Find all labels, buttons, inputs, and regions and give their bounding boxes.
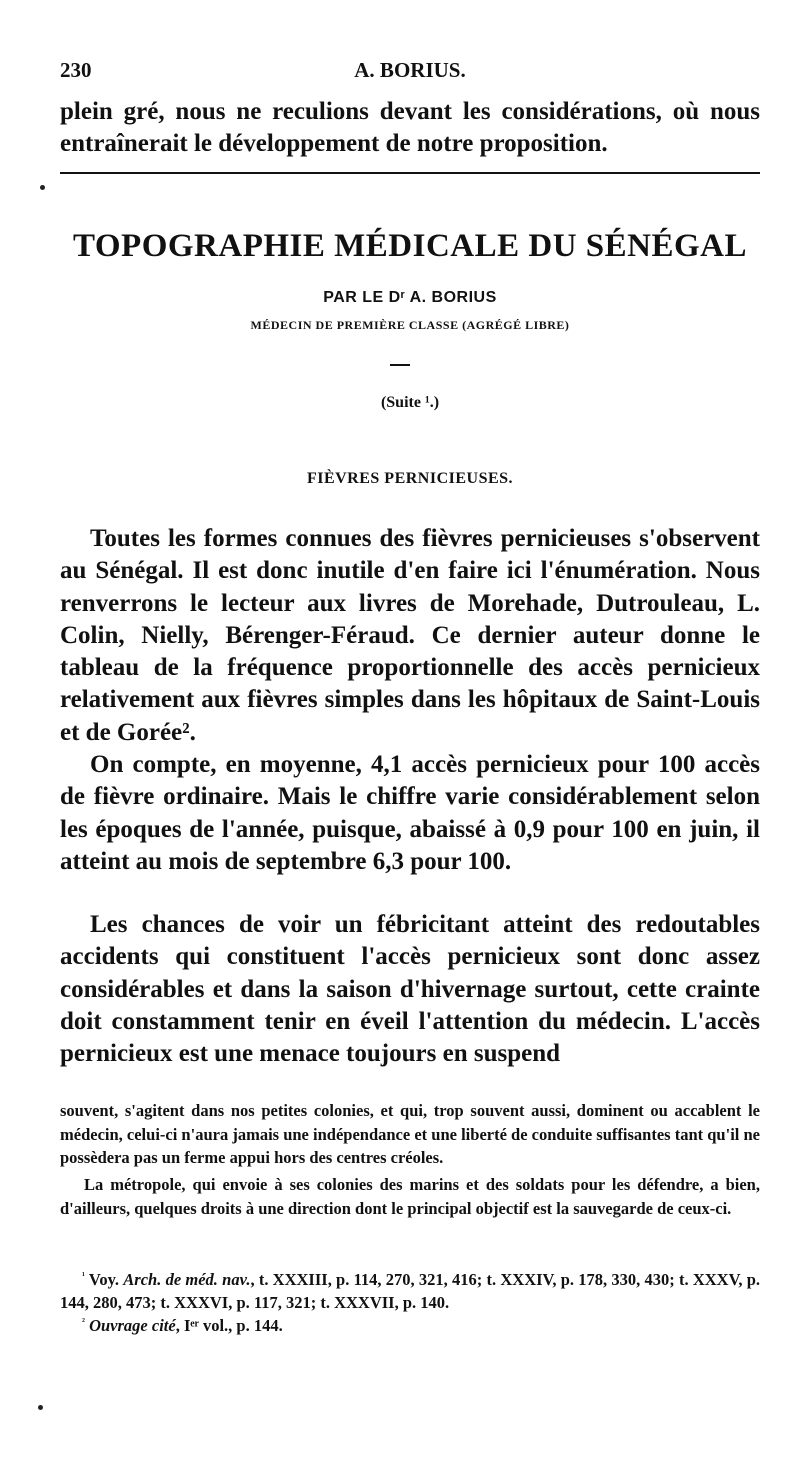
continuation-note: (Suite ¹.) — [380, 394, 440, 411]
section-heading: FIÈVRES PERNICIEUSES. — [306, 470, 514, 487]
footnote-source: Ouvrage cité — [89, 1316, 176, 1335]
body-paragraph: Les chances de voir un fébricitant atteint des redoutables accidents qui constituent l'accès pernicieux sont donc assez considérables et dans la saison d'hivernage surtout, cette crainte doit constamment tenir en éveil l'attention du médecin. L'accès pernicieux est une menace toujours en suspend — [60, 911, 760, 1068]
running-head: A. BORIUS. — [354, 58, 466, 82]
lead-paragraph: plein gré, nous ne reculions devant les considérations, où nous entraînerait le développement de notre proposition. — [60, 98, 760, 158]
article-author: PAR LE Dʳ A. BORIUS — [323, 289, 497, 306]
footnote — [60, 1314, 760, 1337]
ink-speck — [40, 185, 45, 190]
small-paragraph: souvent, s'agitent dans nos petites colonies, et qui, trop souvent aussi, dominent ou accablent le médecin, celui-ci n'aura jamais une indépendance et une liberté de conduite suffisantes tant qu'il ne possèdera pas un ferme appui hors des centres créoles. — [60, 1101, 760, 1167]
footnote-marker: ² — [82, 1316, 85, 1328]
ink-speck — [38, 1405, 43, 1410]
author-rank: MÉDECIN DE PREMIÈRE CLASSE (AGRÉGÉ LIBRE) — [250, 318, 570, 332]
footnote-source: Arch. de méd. nav. — [123, 1270, 251, 1289]
small-paragraph: La métropole, qui envoie à ses colonies des marins et des soldats pour les défendre, a bien, d'ailleurs, quelques droits à une direction dont le principal objectif est la sauvegarde de ceux-ci. — [60, 1175, 760, 1218]
footnote-marker: ¹ — [82, 1270, 85, 1282]
title-dash — [390, 364, 410, 366]
section-divider — [60, 172, 760, 174]
page-number: 230 — [60, 58, 92, 82]
body-paragraph: On compte, en moyenne, 4,1 accès pernicieux pour 100 accès de fièvre ordinaire. Mais le chiffre varie considérablement selon les époques de l'année, puisque, abaissé à 0,9 pour 100 en juin, il atteint au mois de septembre 6,3 pour 100. — [60, 751, 760, 875]
body-paragraph: Toutes les formes connues des fièvres pernicieuses s'observent au Sénégal. Il est donc inutile d'en faire ici l'énumération. Nous renverrons le lecteur aux livres de Morehade, Dutrouleau, L. Colin, Nielly, Bérenger-Féraud. Ce dernier auteur donne le tableau de la fréquence proportionnelle des accès pernicieux relativement aux fièvres simples dans les hôpitaux de Saint-Louis et de Gorée². — [60, 525, 760, 746]
page-header — [60, 58, 760, 86]
footnotes — [60, 1268, 760, 1337]
footnote-text: , Iᵉʳ vol., p. 144. — [175, 1316, 283, 1335]
footnote-text: , t. XXXIII, p. 114, 270, 321, 416; t. XXXIV, p. 178, 330, 430; t. XXXV, p. 144, 280, 473; t. XXXVI, p. 117, 321; t. XXXVII, p. 140. — [60, 1270, 761, 1312]
footnote-lead: Voy. — [88, 1270, 120, 1289]
footnote — [60, 1268, 760, 1314]
article-title: TOPOGRAPHIE MÉDICALE DU SÉNÉGAL — [72, 228, 748, 264]
